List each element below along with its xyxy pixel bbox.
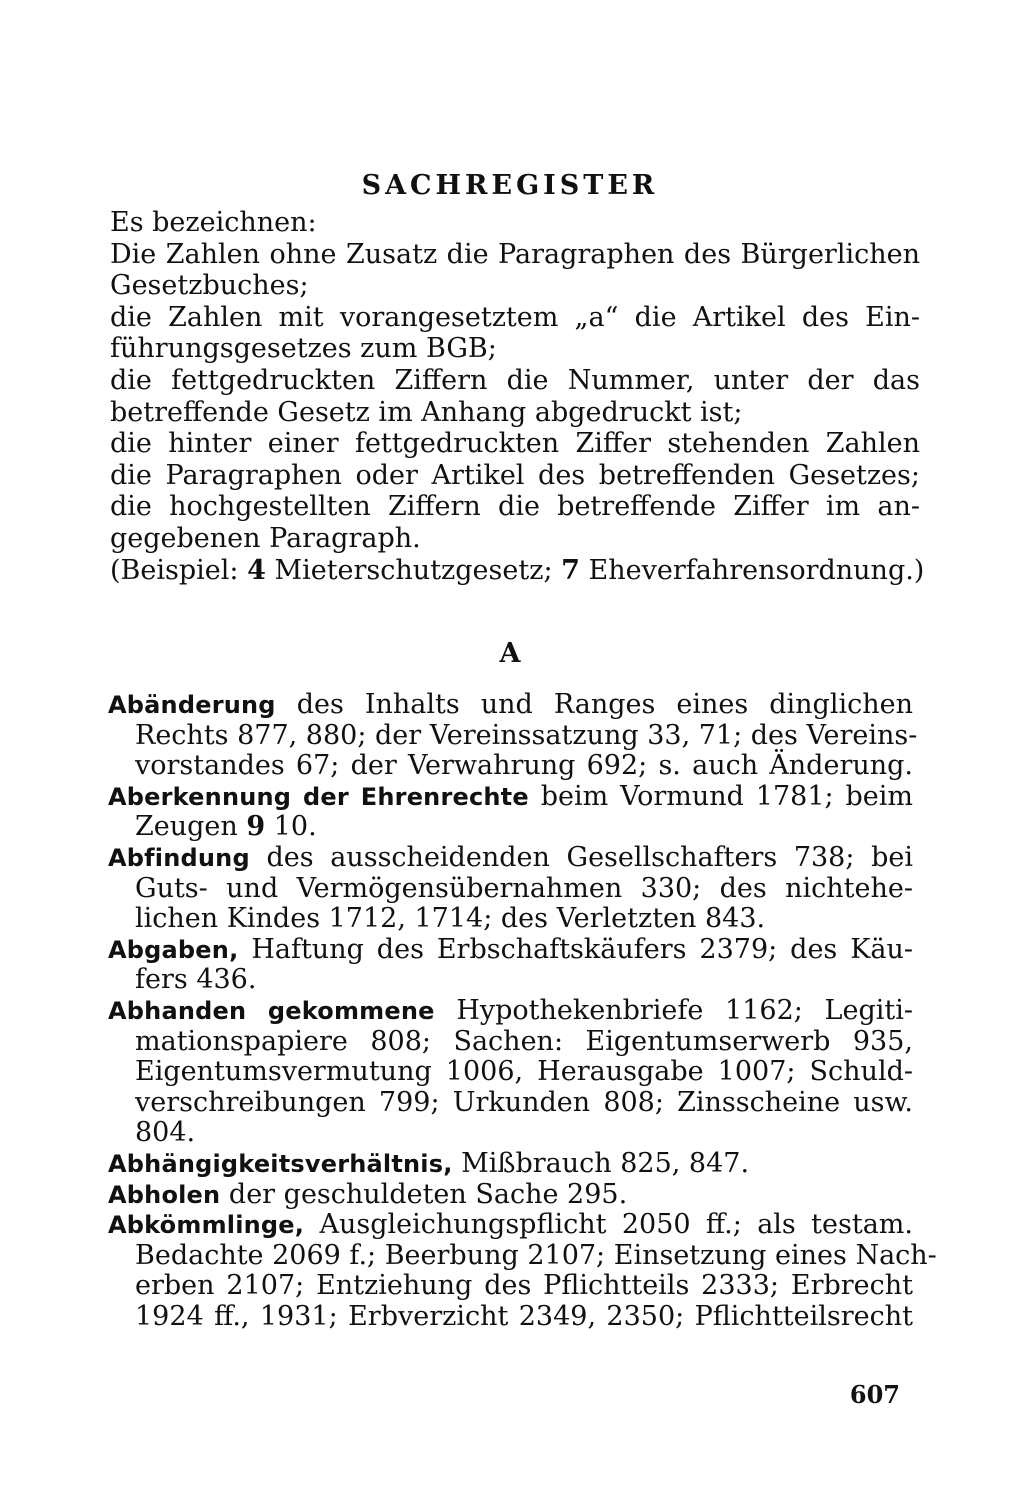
intro-line: die Zahlen mit vorangesetztem „a“ die Artikel des Ein- xyxy=(110,301,920,333)
entry-keyword: Abfindung xyxy=(108,843,250,872)
entry-line: fers 436. xyxy=(135,964,257,996)
index-entry xyxy=(108,1180,913,1211)
entry-bold-number: 9 xyxy=(246,811,266,843)
page-title: SACHREGISTER xyxy=(361,170,659,201)
entry-text: des ausscheidenden Gesellschafters 738; bei xyxy=(249,841,913,873)
entry-keyword: Abhängigkeitsverhältnis, xyxy=(108,1149,453,1178)
intro-line: die Paragraphen oder Artikel des betreffenden Gesetzes; xyxy=(110,459,920,491)
entry-keyword: Abhanden gekommene xyxy=(108,996,435,1025)
entry-line: Guts- und Vermögensübernahmen 330; des nichtehe- xyxy=(135,872,913,904)
entry-first-line xyxy=(108,1180,913,1211)
entry-keyword: Abänderung xyxy=(108,691,276,719)
index-entry xyxy=(108,689,918,782)
entry-line: 804. xyxy=(135,1117,196,1149)
entry-text: Ausgleichungspflicht 2050 ff.; als testam. xyxy=(304,1209,913,1241)
index-entry xyxy=(108,1209,937,1332)
entry-text: beim Vormund 1781; beim xyxy=(528,780,913,812)
index-entries xyxy=(108,689,937,1332)
entry-text: 10. xyxy=(265,811,317,843)
entry-first-line xyxy=(108,935,913,966)
entry-first-line xyxy=(108,996,913,1027)
entry-line: erben 2107; Entziehung des Pflichtteils 2333; Erbrecht xyxy=(135,1270,913,1302)
example-text-1: Mieterschutzgesetz; xyxy=(265,554,562,586)
entry-line: 1924 ff., 1931; Erbverzicht 2349, 2350; Pflichtteilsrecht xyxy=(135,1300,913,1332)
intro-line: Gesetzbuches; xyxy=(110,270,309,302)
example-prefix: (Beispiel: xyxy=(110,554,248,586)
entry-keyword: Abholen xyxy=(108,1180,221,1209)
entry-text: Mißbrauch 825, 847. xyxy=(452,1147,750,1179)
example-text-2: Eheverfahrensordnung.) xyxy=(579,554,925,586)
entry-text: Haftung des Erbschaftskäufers 2379; des Käu- xyxy=(238,933,913,965)
example-number-1: 4 xyxy=(247,554,266,586)
intro-line: betreffende Gesetz im Anhang abgedruckt ist; xyxy=(110,396,743,428)
index-entry xyxy=(108,935,913,996)
index-entry xyxy=(108,996,913,1149)
entry-line: Rechts 877, 880; der Vereinssatzung 33, 71; des Vereins- xyxy=(135,719,918,751)
entry-line: verschreibungen 799; Urkunden 808; Zinsscheine usw. xyxy=(135,1086,913,1118)
example-number-2: 7 xyxy=(561,554,580,586)
entry-first-line xyxy=(108,782,913,813)
intro-line: führungsgesetzes zum BGB; xyxy=(110,333,497,365)
entry-text: des Inhalts und Ranges eines dinglichen xyxy=(275,689,913,720)
entry-first-line xyxy=(108,1149,913,1180)
intro-line: die hochgestellten Ziffern die betreffende Ziffer im an- xyxy=(110,491,920,523)
intro-block xyxy=(110,207,925,586)
entry-text: der geschuldeten Sache 295. xyxy=(220,1178,628,1210)
entry-text: Zeugen xyxy=(135,811,247,843)
page-number: 607 xyxy=(849,1380,900,1409)
entry-text: Hypothekenbriefe 1162; Legiti- xyxy=(434,994,913,1026)
intro-line: Die Zahlen ohne Zusatz die Paragraphen des Bürgerlichen xyxy=(110,238,920,270)
intro-line: Es bezeichnen: xyxy=(110,207,317,238)
entry-first-line xyxy=(108,843,913,874)
entry-line: mationspapiere 808; Sachen: Eigentumserwerb 935, xyxy=(135,1025,913,1057)
entry-line: vorstandes 67; der Verwahrung 692; s. auch Änderung. xyxy=(135,750,913,782)
section-letter: A xyxy=(499,638,521,669)
entry-line: lichen Kindes 1712, 1714; des Verletzten 843. xyxy=(135,903,766,935)
entry-first-line xyxy=(108,690,913,721)
intro-line: die fettgedruckten Ziffern die Nummer, unter der das xyxy=(110,364,920,396)
entry-line xyxy=(108,812,913,843)
intro-line: die hinter einer fettgedruckten Ziffer stehenden Zahlen xyxy=(110,428,920,460)
entry-first-line xyxy=(108,1210,913,1241)
intro-example xyxy=(110,554,925,587)
entry-line: Eigentumsvermutung 1006, Herausgabe 1007; Schuld- xyxy=(135,1056,913,1088)
index-entry xyxy=(108,782,913,843)
entry-keyword: Aberkennung der Ehrenrechte xyxy=(108,782,529,811)
index-entry xyxy=(108,843,913,935)
entry-keyword: Abkömmlinge, xyxy=(108,1211,305,1240)
intro-line: gegebenen Paragraph. xyxy=(110,522,421,554)
entry-line: Bedachte 2069 f.; Beerbung 2107; Einsetzung eines Nach- xyxy=(135,1239,937,1271)
entry-keyword: Abgaben, xyxy=(108,935,239,964)
index-entry xyxy=(108,1149,913,1180)
